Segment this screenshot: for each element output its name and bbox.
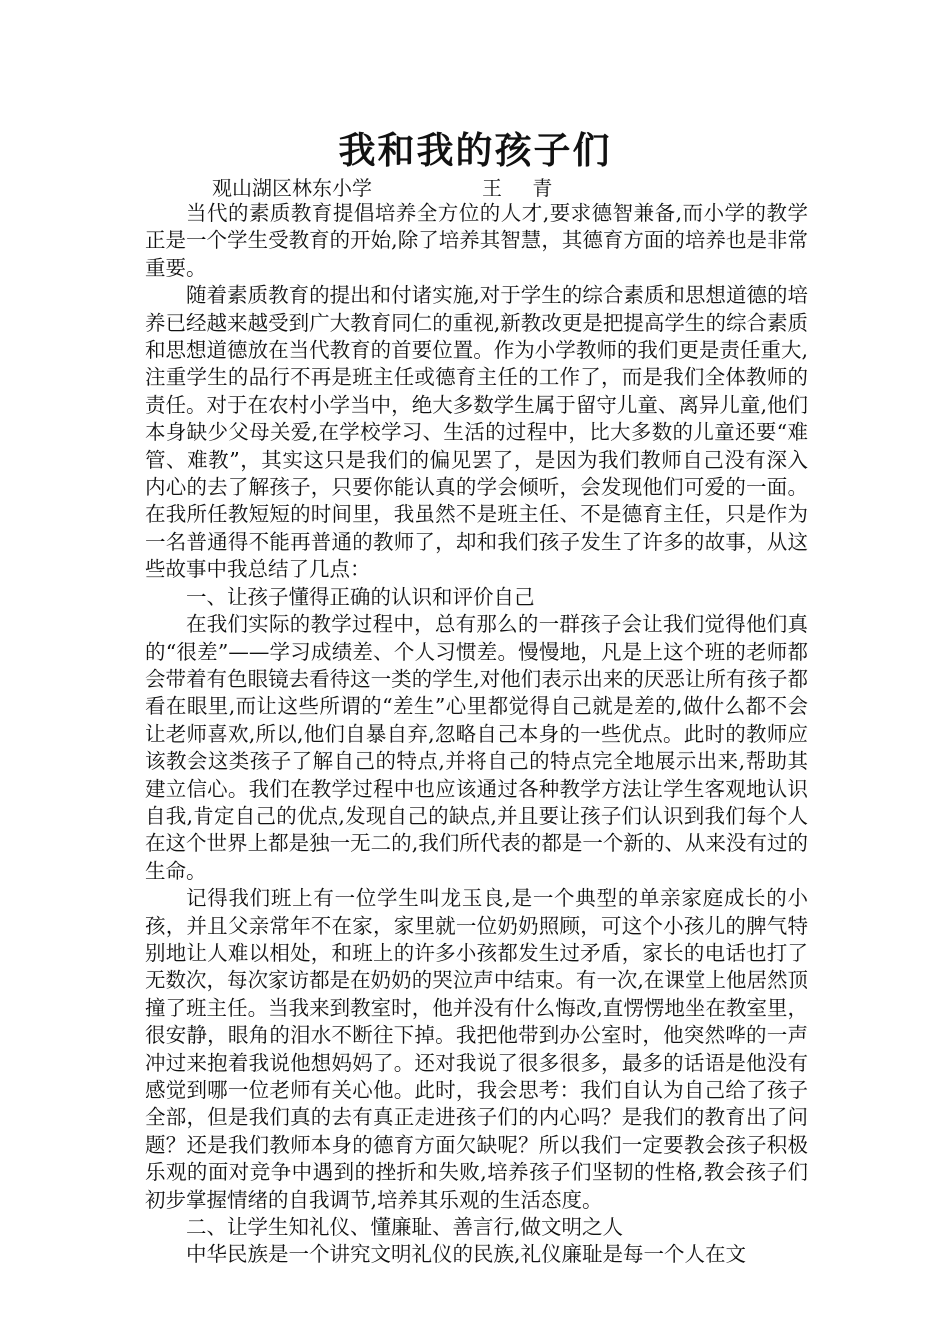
- section-heading: 一、让孩子懂得正确的认识和评价自己: [186, 584, 535, 609]
- section-heading: 二、让学生知礼仪、懂廉耻、善言行,做文明之人: [186, 1215, 624, 1240]
- byline-author: 王 青: [482, 176, 565, 200]
- paragraph: 随着素质教育的提出和付诸实施,对于学生的综合素质和思想道德的培养已经越来越受到广大教育同仁的重视,新教改更是把提高学生的综合素质和思想道德放在当代教育的首要位置。作为小学教师的我们更是责任重大,注重学生的品行不再是班主任或德育主任的工作了，而是我们全体教师的责任。对于在农村小学当中，绝大多数学生属于留守儿童、离异儿童,他们本身缺少父母关爱,在学校学习、生活的过程中，比大多数的儿童还要“难管、难教”，其实这只是我们的偏见罢了，是因为我们教师自己没有深入内心的去了解孩子，只要你能认真的学会倾听，会发现他们可爱的一面。在我所任教短短的时间里，我虽然不是班主任、不是德育主任，只是作为一名普通得不能再普通的教师了，却和我们孩子发生了许多的故事，从这些故事中我总结了几点：: [145, 283, 808, 582]
- paragraph: 在我们实际的教学过程中，总有那么的一群孩子会让我们觉得他们真的“很差”——学习成绩差、个人习惯差。慢慢地，凡是上这个班的老师都会带着有色眼镜去看待这一类的学生,对他们表示出来的厌恶让所有孩子都看在眼里,而让这些所谓的“差生”心里都觉得自己就是差的,做什么都不会让老师喜欢,所以,他们自暴自弃,忽略自己本身的一些优点。此时的教师应该教会这类孩子了解自己的特点,并将自己的特点完全地展示出来,帮助其建立信心。我们在教学过程中也应该通过各种教学方法让学生客观地认识自我,肯定自己的优点,发现自己的缺点,并且要让孩子们认识到我们每个人在这个世界上都是独一无二的,我们所代表的都是一个新的、从来没有过的生命。: [145, 612, 808, 883]
- byline-school: 观山湖区林东小学: [212, 176, 372, 200]
- paragraph: 记得我们班上有一位学生叫龙玉良,是一个典型的单亲家庭成长的小孩，并且父亲常年不在家，家里就一位奶奶照顾，可这个小孩儿的脾气特别地让人难以相处，和班上的许多小孩都发生过矛盾，家长的电话也打了无数次，每次家访都是在奶奶的哭泣声中结束。有一次,在课堂上他居然顶撞了班主任。当我来到教室时，他并没有什么悔改,直愣愣地坐在教室里，很安静，眼角的泪水不断往下掉。我把他带到办公室时，他突然哗的一声冲过来抱着我说他想妈妈了。还对我说了很多很多，最多的话语是他没有感觉到哪一位老师有关心他。此时，我会思考：我们自认为自己给了孩子全部，但是我们真的去有真正走进孩子们的内心吗？是我们的教育出了问题？还是我们教师本身的德育方面欠缺呢？所以我们一定要教会孩子积极乐观的面对竞争中遇到的挫折和失败,培养孩子们坚韧的性格,教会孩子们初步掌握情绪的自我调节,培养其乐观的生活态度。: [145, 886, 808, 1212]
- paragraph: 中华民族是一个讲究文明礼仪的民族,礼仪廉耻是每一个人在文: [186, 1242, 747, 1267]
- byline: [212, 176, 564, 200]
- document-body: [145, 200, 808, 1269]
- document-title: 我和我的孩子们: [338, 128, 612, 172]
- paragraph: 当代的素质教育提倡培养全方位的人才,要求德智兼备,而小学的教学正是一个学生受教育的开始,除了培养其智慧，其德育方面的培养也是非常重要。: [145, 201, 808, 280]
